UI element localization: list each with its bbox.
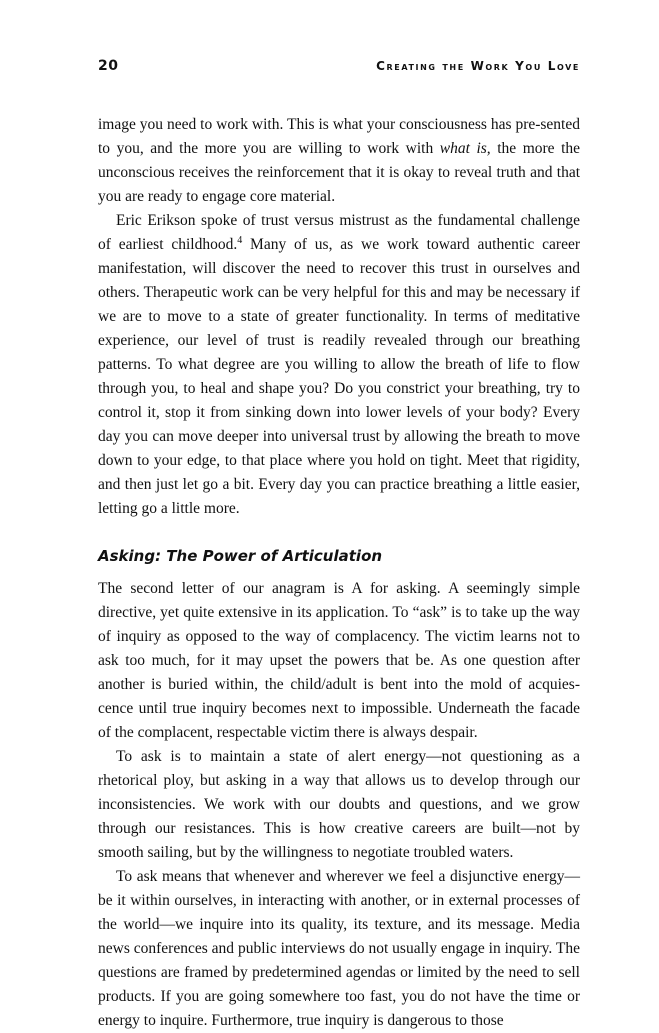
running-title: Creating the Work You Love <box>376 59 580 73</box>
emphasis: what is, <box>439 140 491 157</box>
body-text <box>98 113 580 1033</box>
section-heading: Asking: The Power of Articulation <box>98 547 383 565</box>
paragraph: To ask means that whenever and wherever we feel a disjunctive energy—be it within ourselves, in interacting with another, or in external processes of the world—we inquire into its quality, its texture, and its message. Media news conferences and public interviews do not usually engage in inquiry. The questions are framed by predetermined agendas or limited by the need to sell products. If you are going somewhere too fast, you do not have the time or energy to inquire. Furthermore, true inquiry is dangerous to those <box>98 868 580 1029</box>
paragraph: The second letter of our anagram is A for asking. A seemingly simple directive, yet quite extensive in its application. To “ask” is to take up the way of inquiry as opposed to the way of complacency. The victim learns not to ask too much, for it may upset the powers that be. As one question after another is buried within, the child/adult is bent into the mold of acquies-cence until true inquiry becomes next to impossible. Underneath the facade of the complacent, respectable victim there is always despair. <box>98 580 580 741</box>
paragraph: To ask is to maintain a state of alert energy—not questioning as a rhetorical ploy, but asking in a way that allows us to develop through our inconsistencies. We work with our doubts and questions, and we grow through our resistances. This is how creative careers are built—not by smooth sailing, but by the willingness to negotiate troubled waters. <box>98 748 580 861</box>
paragraph: image you need to work with. This is what your consciousness has pre-sented to you, and the more you are willing to work with what is, the more the unconscious receives the reinforcement that it is okay to reveal truth and that you are ready to engage core material. <box>98 116 581 205</box>
footnote-marker: 4 <box>237 234 243 246</box>
page-number: 20 <box>98 58 119 74</box>
page-header <box>98 58 580 78</box>
paragraph: Eric Erikson spoke of trust versus mistrust as the fundamental challenge of earliest childhood.$^4$ Many of us, as we work toward authentic career manifestation, will discover the need to recover this trust in ourselves and others. Therapeutic work can be very helpful for this and may be necessary if we are to move to a state of greater functionality. In terms of meditative experience, our level of trust is readily revealed through our breathing patterns. To what degree are you willing to allow the breath of life to flow through you, to heal and shape you? Do you constrict your breathing, try to control it, stop it from sinking down into lower levels of your body? Every day you can move deeper into universal trust by allowing the breath to move down to your edge, to that place where you hold on tight. Meet that rigidity, and then just let go a bit. Every day you can practice breathing a little easier, letting go a little more. <box>98 212 581 517</box>
